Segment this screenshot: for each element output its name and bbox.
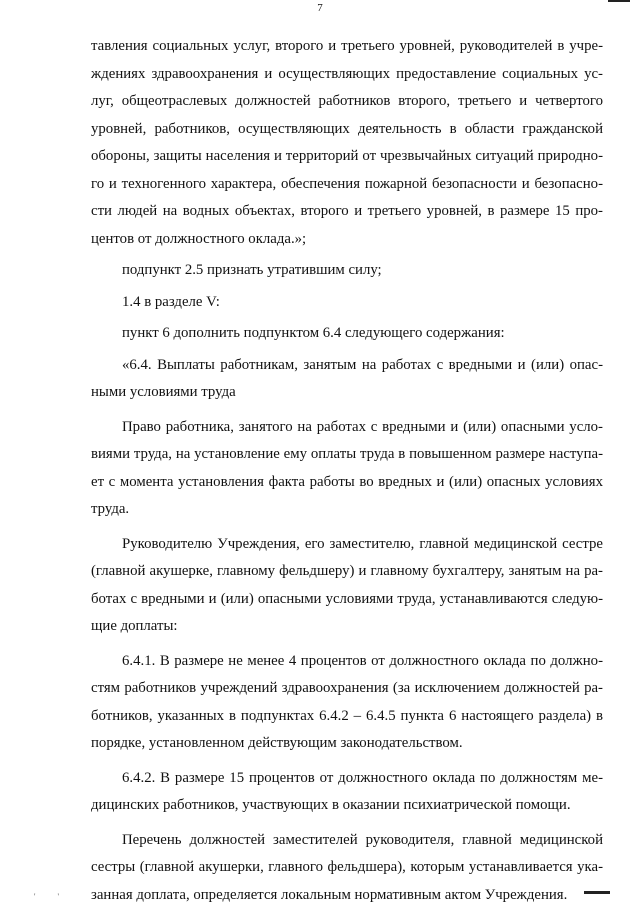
paragraph-section-v: 1.4 в разделе V:	[91, 289, 603, 317]
paragraph-positions-list: Перечень должностей заместителей руководителя, главной медицинской сестры (главной акушерки, главного фельдшера), которым устанавливается ука-занная доплата, определяется локальным нормативным актом Учреждения.	[91, 827, 603, 909]
scan-footer-bar	[584, 891, 610, 897]
page-number: 7	[0, 2, 640, 14]
paragraph-6-4-2: 6.4.2. В размере 15 процентов от должностного оклада по должностям ме-дицинских работников, участвующих в оказании психиатрической помощи.	[91, 765, 603, 820]
paragraph-worker-right: Право работника, занятого на работах с вредными и (или) опасными усло-виями труда, на установление ему оплаты труда в повышенном размере наступа-ет с момента установления факта работы во вредных и (или) опасных условиях труда.	[91, 414, 603, 524]
scan-footer-marks: ' '	[34, 892, 69, 901]
paragraph-continuation: тавления социальных услуг, второго и третьего уровней, руководителей в учре-ждениях здравоохранения и осуществляющих предоставление социальных ус-луг, общеотраслевых должностей работников второго, третьего и четвертого уровней, работников, осуществляющих деятельность в области гражданской обороны, защиты населения и территорий от чрезвычайных ситуаций природно-го и техногенного характера, обеспечения пожарной безопасности и безопасно-сти людей на водных объектах, второго и третьего уровней, в размере 15 про-центов от должностного оклада.»;	[91, 33, 603, 253]
paragraph-management-supplements: Руководителю Учреждения, его заместителю, главной медицинской сестре (главной акушерке, главному фельдшеру) и главному бухгалтеру, занятым на ра-ботах с вредными и (или) опасными условиями труда, устанавливаются следую-щие доплаты:	[91, 531, 603, 641]
paragraph-subpoint-2-5: подпункт 2.5 признать утратившим силу;	[91, 257, 603, 285]
paragraph-6-4-1: 6.4.1. В размере не менее 4 процентов от должностного оклада по должно-стям работников учреждений здравоохранения (за исключением должностей ра-ботников, указанных в подпунктах 6.4.2 – 6.4.5 пункта 6 настоящего раздела) в порядке, установленном действующим законодательством.	[91, 648, 603, 758]
paragraph-6-4-heading: «6.4. Выплаты работникам, занятым на работах с вредными и (или) опас-ными условиями труда	[91, 352, 603, 407]
paragraph-point-6: пункт 6 дополнить подпунктом 6.4 следующего содержания:	[91, 320, 603, 348]
document-body	[91, 33, 603, 909]
